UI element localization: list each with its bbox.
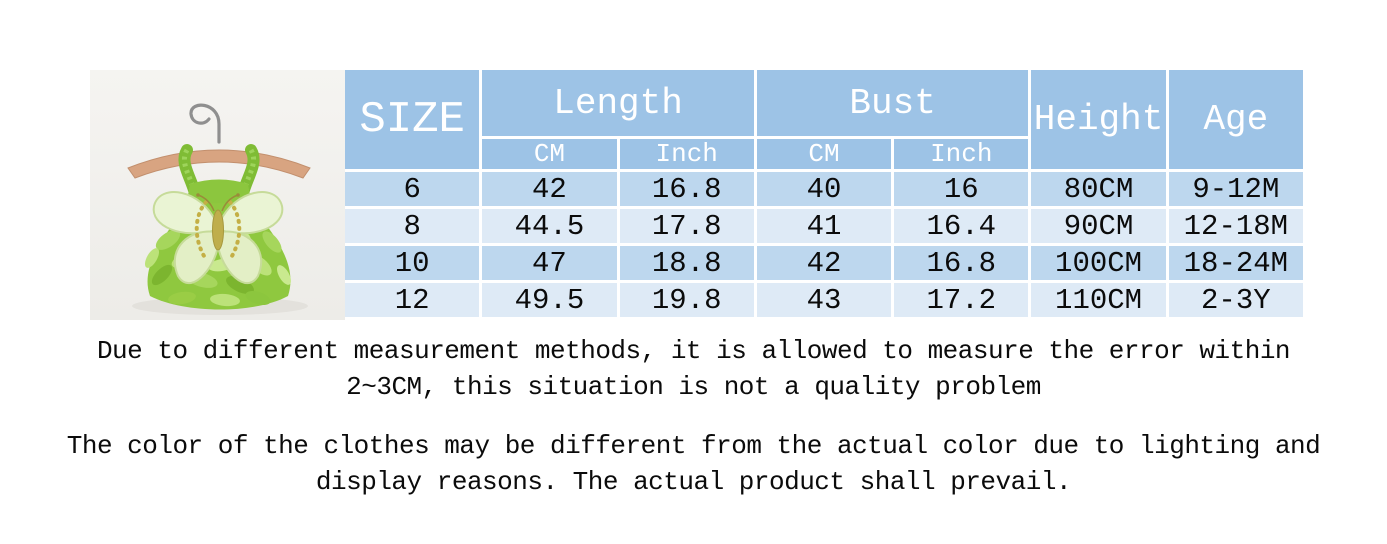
cell-bust-cm: 42	[757, 246, 891, 280]
cell-size: 6	[345, 172, 479, 206]
dress-photo-illustration	[90, 70, 345, 320]
header-length: Length	[482, 70, 754, 136]
cell-length-cm: 49.5	[482, 283, 616, 317]
cell-age: 12-18M	[1169, 209, 1303, 243]
cell-bust-cm: 41	[757, 209, 891, 243]
cell-length-cm: 47	[482, 246, 616, 280]
cell-bust-inch: 16.8	[894, 246, 1028, 280]
cell-height: 80CM	[1031, 172, 1165, 206]
cell-age: 18-24M	[1169, 246, 1303, 280]
measurement-disclaimer-line1: Due to different measurement methods, it is allowed to measure the error within	[96, 336, 1291, 366]
header-height: Height	[1031, 70, 1165, 169]
cell-length-inch: 17.8	[620, 209, 754, 243]
cell-length-inch: 18.8	[620, 246, 754, 280]
cell-bust-inch: 17.2	[894, 283, 1028, 317]
color-disclaimer	[0, 428, 1387, 500]
cell-bust-cm: 43	[757, 283, 891, 317]
product-photo	[90, 70, 345, 320]
cell-length-inch: 16.8	[620, 172, 754, 206]
color-disclaimer-line2: display reasons. The actual product shall prevail.	[315, 467, 1072, 497]
subheader-bust-cm: CM	[757, 139, 891, 169]
cell-bust-inch: 16.4	[894, 209, 1028, 243]
header-size: SIZE	[345, 70, 479, 169]
cell-height: 110CM	[1031, 283, 1165, 317]
subheader-length-cm: CM	[482, 139, 616, 169]
cell-size: 8	[345, 209, 479, 243]
cell-height: 100CM	[1031, 246, 1165, 280]
cell-size: 12	[345, 283, 479, 317]
header-bust: Bust	[757, 70, 1029, 136]
subheader-length-inch: Inch	[620, 139, 754, 169]
cell-bust-cm: 40	[757, 172, 891, 206]
measurement-disclaimer-line2: 2~3CM, this situation is not a quality problem	[346, 372, 1041, 402]
cell-length-cm: 42	[482, 172, 616, 206]
cell-age: 9-12M	[1169, 172, 1303, 206]
size-table	[345, 70, 1303, 317]
cell-age: 2-3Y	[1169, 283, 1303, 317]
cell-bust-inch: 16	[894, 172, 1028, 206]
cell-height: 90CM	[1031, 209, 1165, 243]
cell-size: 10	[345, 246, 479, 280]
measurement-disclaimer	[0, 333, 1387, 405]
color-disclaimer-line1: The color of the clothes may be different from the actual color due to lighting and	[66, 431, 1321, 461]
cell-length-cm: 44.5	[482, 209, 616, 243]
cell-length-inch: 19.8	[620, 283, 754, 317]
header-age: Age	[1169, 70, 1303, 169]
subheader-bust-inch: Inch	[894, 139, 1028, 169]
